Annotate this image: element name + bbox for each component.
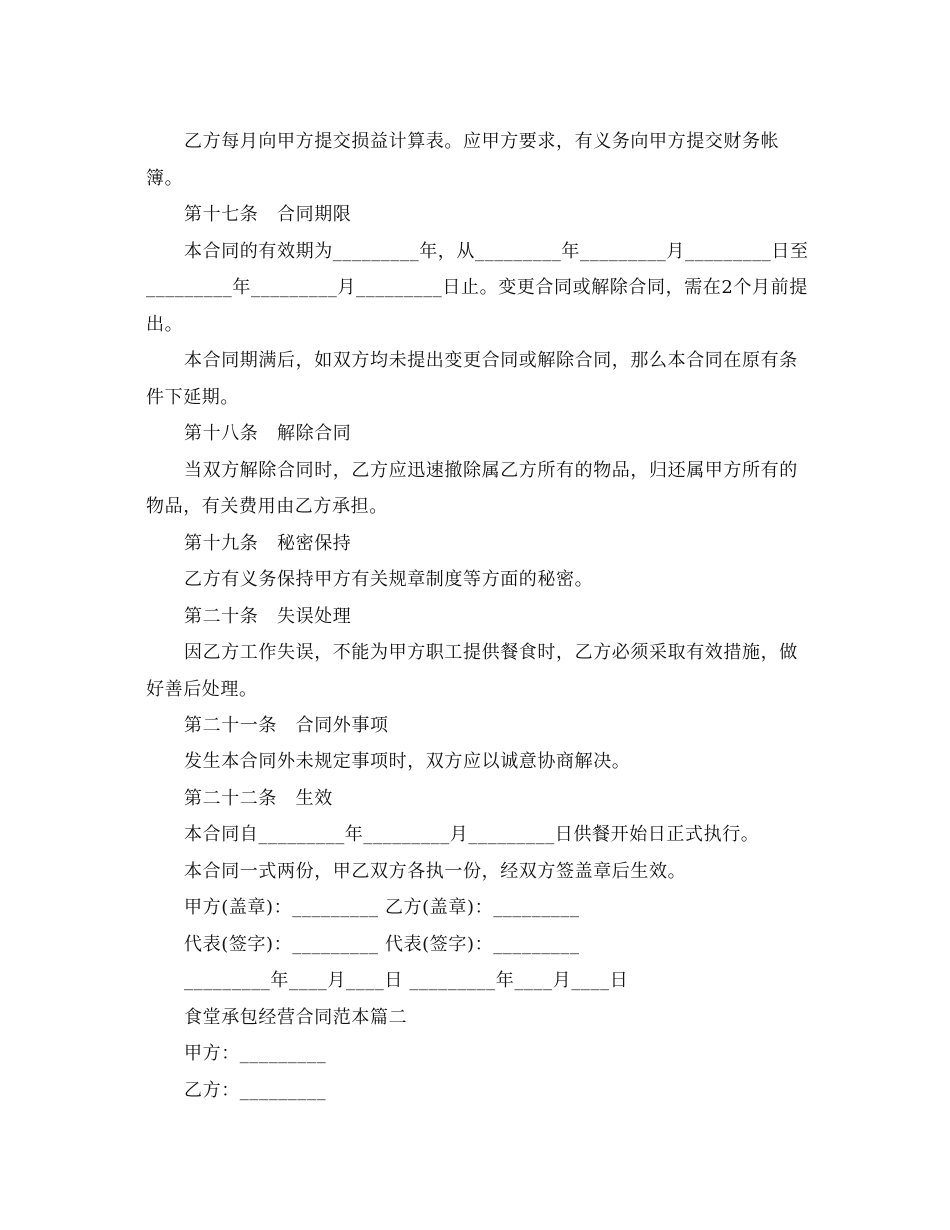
section-title: 食堂承包经营合同范本篇二 <box>184 1007 408 1028</box>
signature-line: 甲方(盖章)：_________ 乙方(盖章)：_________ <box>184 897 580 918</box>
paragraph-line: 本合同期满后，如双方均未提出变更合同或解除合同，那么本合同在原有条 <box>184 350 798 371</box>
paragraph-line: 本合同自_________年_________月_________日供餐开始日正式执行。 <box>184 824 760 845</box>
paragraph-line: 出。 <box>146 314 184 335</box>
signature-line: 代表(签字)：_________ 代表(签字)：_________ <box>184 934 580 955</box>
party-a-line: 甲方：_________ <box>184 1043 327 1064</box>
article-heading: 第十七条 合同期限 <box>184 204 352 225</box>
paragraph-line: _________年_________月_________日止。变更合同或解除合同，需在2个月前提 <box>146 277 808 298</box>
paragraph-line: 乙方每月向甲方提交损益计算表。应甲方要求，有义务向甲方提交财务帐 <box>184 131 780 152</box>
article-heading: 第二十一条 合同外事项 <box>184 715 389 736</box>
paragraph-line: 件下延期。 <box>146 387 239 408</box>
paragraph-line: 乙方有义务保持甲方有关规章制度等方面的秘密。 <box>184 569 594 590</box>
paragraph-line: 物品，有关费用由乙方承担。 <box>146 496 388 517</box>
article-heading: 第二十条 失误处理 <box>184 606 352 627</box>
paragraph-line: 好善后处理。 <box>146 679 258 700</box>
paragraph-line: 当双方解除合同时，乙方应迅速撤除属乙方所有的物品，归还属甲方所有的 <box>184 460 798 481</box>
paragraph-line: 本合同一式两份，甲乙双方各执一份，经双方签盖章后生效。 <box>184 861 687 882</box>
article-heading: 第十九条 秘密保持 <box>184 533 352 554</box>
paragraph-line: 因乙方工作失误，不能为甲方职工提供餐食时，乙方必须采取有效措施，做 <box>184 642 798 663</box>
paragraph-line: 本合同的有效期为_________年，从_________年_________月_________日至 <box>184 241 809 262</box>
paragraph-line: 簿。 <box>146 168 184 189</box>
party-b-line: 乙方：_________ <box>184 1080 327 1101</box>
article-heading: 第十八条 解除合同 <box>184 423 352 444</box>
date-line: _________年____月____日 _________年____月____日 <box>184 970 629 991</box>
article-heading: 第二十二条 生效 <box>184 788 333 809</box>
paragraph-line: 发生本合同外未规定事项时，双方应以诚意协商解决。 <box>184 751 631 772</box>
